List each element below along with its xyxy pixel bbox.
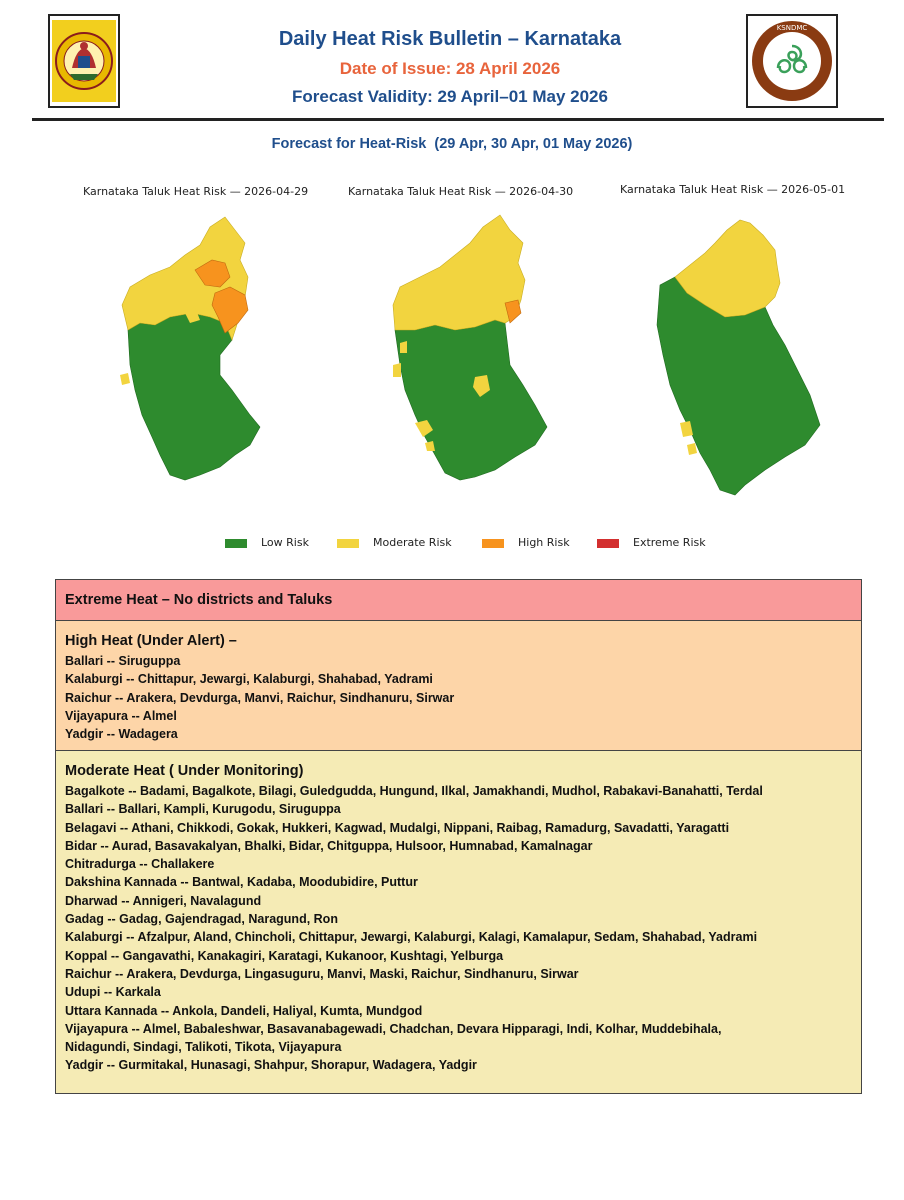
ksndmc-logo-text: KSNDMC [776, 24, 808, 32]
moderate-heat-title: Moderate Heat ( Under Monitoring) [65, 763, 304, 779]
forecast-heading: Forecast for Heat-Risk (29 Apr, 30 Apr, 01 May 2026) [271, 136, 633, 152]
issue-date: Date of Issue: 28 April 2026 [339, 59, 561, 78]
extreme-heat-title: Extreme Heat – No districts and Taluks [65, 592, 333, 608]
map-title-1: Karnataka Taluk Heat Risk — 2026-04-29 [83, 185, 309, 198]
moderate-heat-list [65, 782, 763, 1075]
list-item: Belagavi -- Athani, Chikkodi, Gokak, Hukkeri, Kagwad, Mudalgi, Nippani, Raibag, Ramadurg, Savadatti, Yaragatti [65, 820, 730, 835]
legend-moderate-risk [337, 536, 452, 549]
list-item: Yadgir -- Wadagera [65, 727, 178, 742]
list-item: Raichur -- Arakera, Devdurga, Lingasuguru, Manvi, Maski, Raichur, Sindhanuru, Sirwar [65, 966, 579, 981]
heat-risk-map-2026-05-01 [645, 205, 825, 500]
list-item: Uttara Kannada -- Ankola, Dandeli, Haliyal, Kumta, Mundgod [65, 1003, 423, 1018]
legend-swatch-high [482, 539, 504, 548]
ksndmc-emblem-icon [748, 16, 836, 106]
list-item: Koppal -- Gangavathi, Kanakagiri, Karatagi, Kukanoor, Kushtagi, Yelburga [65, 948, 504, 963]
header-divider [32, 118, 884, 121]
map-title-2: Karnataka Taluk Heat Risk — 2026-04-30 [348, 185, 574, 198]
moderate-heat-section [55, 750, 862, 1094]
legend-swatch-low [225, 539, 247, 548]
legend-extreme-risk [597, 536, 706, 549]
heat-risk-map-2026-04-29 [100, 205, 270, 500]
list-item: Udupi -- Karkala [65, 985, 161, 1000]
list-item: Bagalkote -- Badami, Bagalkote, Bilagi, Guledgudda, Hungund, Ilkal, Jamakhandi, Mudhol, Rabakavi-Banahatti, Terdal [65, 784, 763, 798]
government-of-karnataka-logo [48, 14, 120, 108]
legend-high-risk [482, 536, 570, 549]
list-item: Nidagundi, Sindagi, Talikoti, Tikota, Vijayapura [65, 1040, 342, 1055]
state-emblem-icon [50, 16, 118, 106]
heat-risk-map-2026-04-30 [375, 205, 550, 500]
extreme-heat-section [55, 579, 862, 621]
list-item: Vijayapura -- Almel, Babaleshwar, Basavanabagewadi, Chadchan, Devara Hipparagi, Indi, Kolhar, Muddebihala, [65, 1021, 722, 1036]
high-heat-title: High Heat (Under Alert) – [65, 633, 237, 649]
map-title-3: Karnataka Taluk Heat Risk — 2026-05-01 [620, 183, 846, 196]
bulletin-title: Daily Heat Risk Bulletin – Karnataka [278, 28, 622, 50]
ksndmc-logo [746, 14, 838, 108]
list-item: Yadgir -- Gurmitakal, Hunasagi, Shahpur, Shorapur, Wadagera, Yadgir [65, 1058, 477, 1073]
list-item: Vijayapura -- Almel [65, 708, 177, 723]
list-item: Chitradurga -- Challakere [65, 857, 215, 872]
list-item: Bidar -- Aurad, Basavakalyan, Bhalki, Bidar, Chitguppa, Hulsoor, Humnabad, Kamalnagar [65, 838, 593, 853]
list-item: Kalaburgi -- Chittapur, Jewargi, Kalaburgi, Shahabad, Yadrami [65, 672, 433, 687]
list-item: Kalaburgi -- Afzalpur, Aland, Chincholi, Chittapur, Jewargi, Kalaburgi, Kalagi, Kamalapur, Sedam, Shahabad, Yadrami [65, 930, 758, 945]
forecast-validity: Forecast Validity: 29 April–01 May 2026 [292, 87, 608, 106]
list-item: Raichur -- Arakera, Devdurga, Manvi, Raichur, Sindhanuru, Sirwar [65, 690, 455, 705]
list-item: Ballari -- Ballari, Kampli, Kurugodu, Siruguppa [65, 802, 341, 817]
list-item: Ballari -- Siruguppa [65, 654, 181, 668]
legend-label-extreme: Extreme Risk [633, 536, 706, 549]
list-item: Dakshina Kannada -- Bantwal, Kadaba, Moodubidire, Puttur [65, 875, 418, 890]
legend-label-moderate: Moderate Risk [373, 536, 452, 549]
list-item: Gadag -- Gadag, Gajendragad, Naragund, Ron [65, 912, 338, 927]
legend-label-high: High Risk [518, 536, 570, 549]
high-heat-section [55, 620, 862, 751]
legend-label-low: Low Risk [261, 536, 309, 549]
legend-low-risk [225, 536, 309, 549]
legend-swatch-moderate [337, 539, 359, 548]
list-item: Dharwad -- Annigeri, Navalagund [65, 893, 262, 908]
legend-swatch-extreme [597, 539, 619, 548]
high-heat-list [65, 652, 454, 743]
